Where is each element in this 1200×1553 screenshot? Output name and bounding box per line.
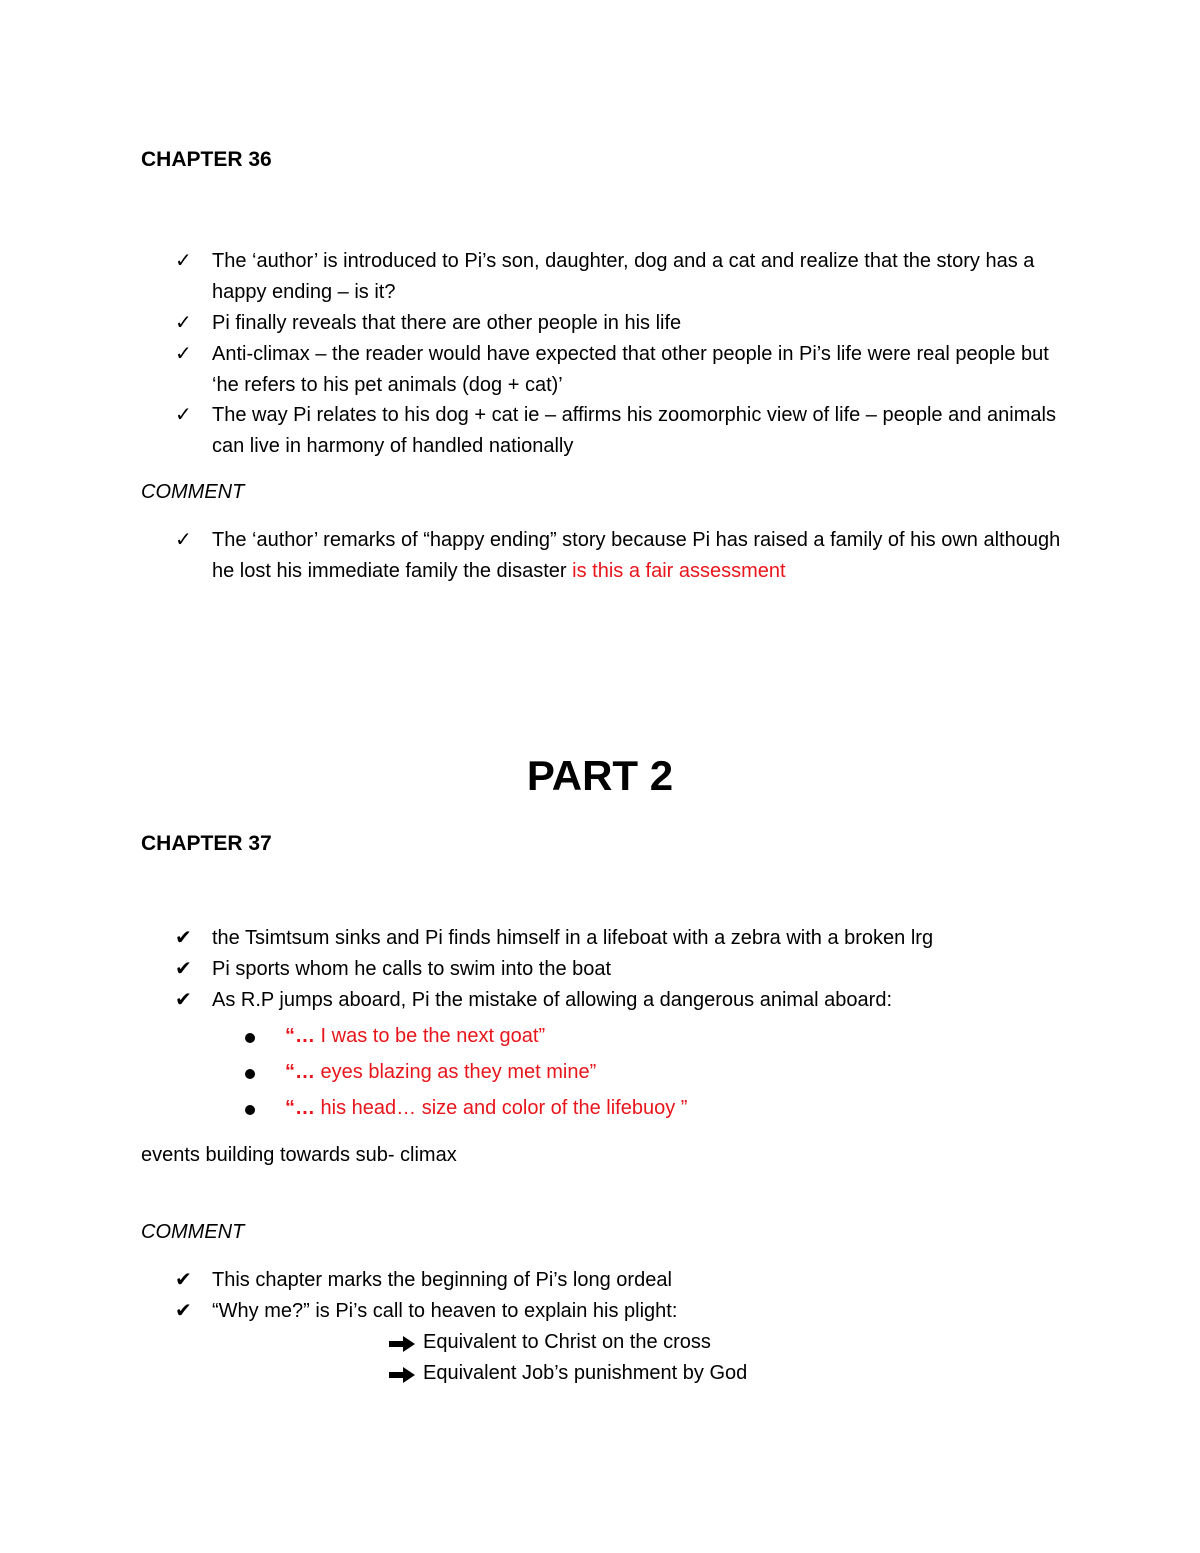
list-item-text: Pi finally reveals that there are other people in his life: [212, 312, 682, 334]
checkmark-icon: ✔: [175, 958, 192, 980]
list-item: [175, 954, 1075, 985]
quote-lead: “…: [285, 1025, 315, 1047]
comment-item: [175, 1296, 1075, 1327]
comment-item-text: This chapter marks the beginning of Pi’s long ordeal: [212, 1269, 672, 1291]
list-item-text: Anti-climax – the reader would have expected that other people in Pi’s life were real people but ‘he refers to his pet animals (dog + cat)’: [212, 343, 1049, 396]
events-text: events building towards sub- climax: [141, 1144, 457, 1166]
comment-text-red: is this a fair assessment: [572, 560, 786, 582]
list-item: [175, 923, 1075, 954]
list-item: [175, 985, 1075, 1016]
arrow-item: [387, 1327, 711, 1358]
arrow-right-icon: [387, 1366, 417, 1384]
bullet-icon: [245, 1033, 255, 1043]
checkmark-icon: ✔: [175, 1269, 192, 1291]
quote-lead: “…: [285, 1061, 315, 1083]
arrow-item-text: Equivalent to Christ on the cross: [423, 1331, 711, 1353]
chapter-37-heading: CHAPTER 37: [141, 832, 272, 855]
checkmark-icon: ✓: [175, 312, 192, 334]
part-title: PART 2: [526, 752, 674, 799]
list-item-text: As R.P jumps aboard, Pi the mistake of allowing a dangerous animal aboard:: [212, 989, 893, 1011]
comment-item: [175, 525, 1075, 587]
checkmark-icon: ✓: [175, 250, 192, 272]
arrow-right-icon: [387, 1335, 417, 1353]
comment-label: COMMENT: [141, 481, 245, 503]
list-item: [175, 246, 1075, 308]
list-item-text: The ‘author’ is introduced to Pi’s son, daughter, dog and a cat and realize that the story has a happy ending – is it?: [212, 250, 1035, 303]
bullet-icon: [245, 1069, 255, 1079]
checkmark-icon: ✓: [175, 529, 192, 551]
list-item-text: Pi sports whom he calls to swim into the boat: [212, 958, 612, 980]
list-item: [175, 339, 1075, 401]
list-item-text: The way Pi relates to his dog + cat ie – affirms his zoomorphic view of life – people and animals can live in harmony of handled nationally: [212, 404, 1056, 457]
list-item: [175, 400, 1075, 462]
quote-item: [245, 1093, 687, 1123]
bullet-icon: [245, 1105, 255, 1115]
comment-item: [175, 1265, 1075, 1296]
comment-item-text: “Why me?” is Pi’s call to heaven to explain his plight:: [212, 1300, 678, 1322]
quote-item: [245, 1057, 596, 1087]
comment-label: COMMENT: [141, 1221, 245, 1243]
arrow-item: [387, 1358, 747, 1389]
checkmark-icon: ✔: [175, 1300, 192, 1322]
quote-item: [245, 1021, 545, 1051]
quote-lead: “…: [285, 1097, 315, 1119]
checkmark-icon: ✔: [175, 989, 192, 1011]
comment-text-black: The ‘author’ remarks of “happy ending” story because Pi has raised a family of his own although he lost his immediate family the disaster: [212, 529, 1061, 582]
quote-text: his head… size and color of the lifebuoy ”: [315, 1097, 688, 1119]
arrow-item-text: Equivalent Job’s punishment by God: [423, 1362, 748, 1384]
list-item: [175, 308, 1075, 339]
checkmark-icon: ✔: [175, 927, 192, 949]
chapter-36-heading: CHAPTER 36: [141, 148, 272, 171]
checkmark-icon: ✓: [175, 404, 192, 426]
comment-item-text: [212, 525, 1075, 587]
list-item-text: the Tsimtsum sinks and Pi finds himself in a lifeboat with a zebra with a broken lrg: [212, 927, 934, 949]
quote-text: eyes blazing as they met mine”: [315, 1061, 597, 1083]
checkmark-icon: ✓: [175, 343, 192, 365]
quote-text: I was to be the next goat”: [315, 1025, 546, 1047]
